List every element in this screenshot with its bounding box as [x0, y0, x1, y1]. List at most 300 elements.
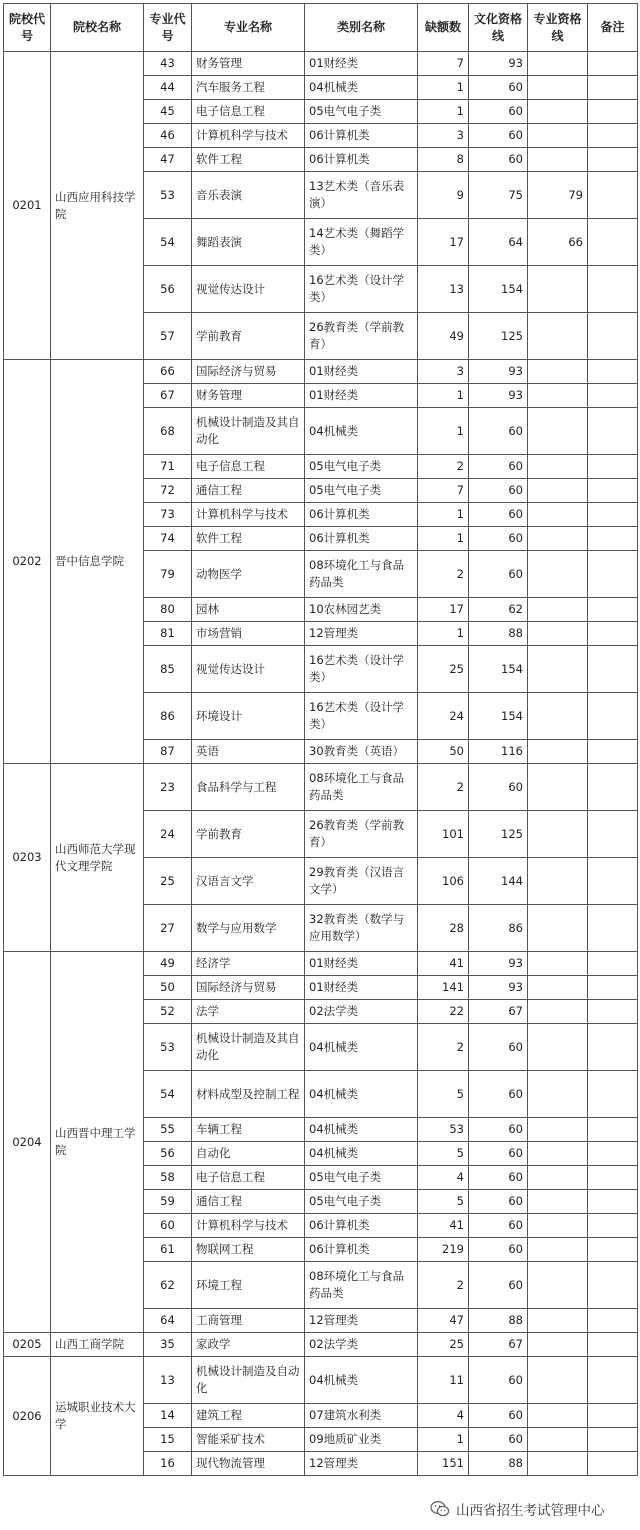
major-name-cell: 法学: [192, 1000, 305, 1024]
major-code-cell: 81: [144, 622, 192, 646]
vacancy-cell: 1: [418, 1428, 469, 1452]
major-name-cell: 车辆工程: [192, 1118, 305, 1142]
major-code-cell: 73: [144, 503, 192, 527]
school-code-cell: 0204: [4, 952, 51, 1333]
major-code-cell: 15: [144, 1428, 192, 1452]
vacancy-cell: 28: [418, 905, 469, 952]
culture-line-cell: 125: [469, 811, 528, 858]
vacancy-cell: 50: [418, 740, 469, 764]
major-name-cell: 环境设计: [192, 693, 305, 740]
major-name-cell: 市场营销: [192, 622, 305, 646]
major-name-cell: 物联网工程: [192, 1238, 305, 1262]
culture-line-cell: 62: [469, 598, 528, 622]
major-name-cell: 视觉传达设计: [192, 646, 305, 693]
wechat-icon: [430, 1500, 450, 1518]
vacancy-cell: 17: [418, 219, 469, 266]
major-name-cell: 音乐表演: [192, 172, 305, 219]
major-code-cell: 86: [144, 693, 192, 740]
vacancy-cell: 1: [418, 622, 469, 646]
major-name-cell: 电子信息工程: [192, 455, 305, 479]
school-code-cell: 0205: [4, 1333, 51, 1357]
note-cell: [588, 1404, 638, 1428]
major-name-cell: 学前教育: [192, 811, 305, 858]
category-cell: 16艺术类（设计学类）: [305, 646, 418, 693]
major-code-cell: 64: [144, 1309, 192, 1333]
major-line-cell: [528, 1071, 588, 1118]
vacancy-cell: 24: [418, 693, 469, 740]
category-cell: 01财经类: [305, 52, 418, 76]
vacancy-cell: 4: [418, 1166, 469, 1190]
vacancy-cell: 2: [418, 764, 469, 811]
major-code-cell: 50: [144, 976, 192, 1000]
table-body: [4, 52, 638, 1476]
category-cell: 05电气电子类: [305, 479, 418, 503]
table-row: [4, 1357, 638, 1404]
note-cell: [588, 384, 638, 408]
note-cell: [588, 76, 638, 100]
major-code-cell: 56: [144, 266, 192, 313]
school-name-cell: 山西工商学院: [51, 1333, 144, 1357]
note-cell: [588, 598, 638, 622]
major-code-cell: 25: [144, 858, 192, 905]
major-code-cell: 45: [144, 100, 192, 124]
culture-line-cell: 93: [469, 52, 528, 76]
major-line-cell: [528, 1309, 588, 1333]
major-line-cell: [528, 740, 588, 764]
culture-line-cell: 60: [469, 1214, 528, 1238]
major-name-cell: 国际经济与贸易: [192, 976, 305, 1000]
major-line-cell: [528, 527, 588, 551]
vacancy-cell: 11: [418, 1357, 469, 1404]
table-row: [4, 1333, 638, 1357]
major-code-cell: 85: [144, 646, 192, 693]
category-cell: 13艺术类（音乐表演）: [305, 172, 418, 219]
major-code-cell: 87: [144, 740, 192, 764]
school-name-cell: 山西师范大学现代文理学院: [51, 764, 144, 952]
major-line-cell: [528, 1214, 588, 1238]
culture-line-cell: 67: [469, 1333, 528, 1357]
culture-line-cell: 60: [469, 1238, 528, 1262]
culture-line-cell: 60: [469, 1428, 528, 1452]
major-code-cell: 27: [144, 905, 192, 952]
culture-line-cell: 60: [469, 1071, 528, 1118]
major-line-cell: [528, 1262, 588, 1309]
note-cell: [588, 360, 638, 384]
table-row: [4, 360, 638, 384]
category-cell: 05电气电子类: [305, 455, 418, 479]
major-line-cell: [528, 479, 588, 503]
major-line-cell: 79: [528, 172, 588, 219]
note-cell: [588, 503, 638, 527]
note-cell: [588, 1428, 638, 1452]
note-cell: [588, 1452, 638, 1476]
vacancy-cell: 41: [418, 1214, 469, 1238]
category-cell: 08环境化工与食品药品类: [305, 551, 418, 598]
category-cell: 04机械类: [305, 408, 418, 455]
vacancy-cell: 1: [418, 384, 469, 408]
category-cell: 06计算机类: [305, 503, 418, 527]
major-code-cell: 49: [144, 952, 192, 976]
header-major-code: 专业代号: [144, 4, 192, 52]
major-name-cell: 机械设计制造及自动化: [192, 1357, 305, 1404]
vacancy-cell: 5: [418, 1071, 469, 1118]
category-cell: 12管理类: [305, 622, 418, 646]
culture-line-cell: 60: [469, 76, 528, 100]
category-cell: 04机械类: [305, 1118, 418, 1142]
culture-line-cell: 60: [469, 1118, 528, 1142]
category-cell: 06计算机类: [305, 1238, 418, 1262]
major-name-cell: 经济学: [192, 952, 305, 976]
school-name-cell: 山西应用科技学院: [51, 52, 144, 360]
major-line-cell: [528, 266, 588, 313]
note-cell: [588, 408, 638, 455]
note-cell: [588, 1238, 638, 1262]
category-cell: 05电气电子类: [305, 1190, 418, 1214]
major-line-cell: [528, 1452, 588, 1476]
school-code-cell: 0202: [4, 360, 51, 764]
major-name-cell: 家政学: [192, 1333, 305, 1357]
culture-line-cell: 154: [469, 646, 528, 693]
culture-line-cell: 86: [469, 905, 528, 952]
note-cell: [588, 1118, 638, 1142]
major-code-cell: 66: [144, 360, 192, 384]
major-code-cell: 74: [144, 527, 192, 551]
major-code-cell: 68: [144, 408, 192, 455]
major-name-cell: 财务管理: [192, 52, 305, 76]
vacancy-cell: 219: [418, 1238, 469, 1262]
major-code-cell: 23: [144, 764, 192, 811]
note-cell: [588, 905, 638, 952]
major-name-cell: 电子信息工程: [192, 1166, 305, 1190]
header-major-name: 专业名称: [192, 4, 305, 52]
culture-line-cell: 60: [469, 479, 528, 503]
culture-line-cell: 60: [469, 124, 528, 148]
note-cell: [588, 100, 638, 124]
culture-line-cell: 93: [469, 952, 528, 976]
major-name-cell: 园林: [192, 598, 305, 622]
major-line-cell: [528, 1428, 588, 1452]
major-name-cell: 材料成型及控制工程: [192, 1071, 305, 1118]
header-school-code: 院校代号: [4, 4, 51, 52]
category-cell: 32教育类（数学与应用数学）: [305, 905, 418, 952]
category-cell: 05电气电子类: [305, 100, 418, 124]
category-cell: 14艺术类（舞蹈学类）: [305, 219, 418, 266]
culture-line-cell: 60: [469, 1190, 528, 1214]
major-line-cell: [528, 100, 588, 124]
major-name-cell: 软件工程: [192, 148, 305, 172]
header-major-line: 专业资格线: [528, 4, 588, 52]
school-name-cell: 运城职业技术大学: [51, 1357, 144, 1476]
major-name-cell: 计算机科学与技术: [192, 1214, 305, 1238]
vacancy-cell: 47: [418, 1309, 469, 1333]
category-cell: 02法学类: [305, 1333, 418, 1357]
culture-line-cell: 60: [469, 527, 528, 551]
culture-line-cell: 64: [469, 219, 528, 266]
category-cell: 01财经类: [305, 952, 418, 976]
major-name-cell: 汉语言文学: [192, 858, 305, 905]
culture-line-cell: 60: [469, 1357, 528, 1404]
major-name-cell: 舞蹈表演: [192, 219, 305, 266]
major-name-cell: 机械设计制造及其自动化: [192, 408, 305, 455]
culture-line-cell: 60: [469, 503, 528, 527]
note-cell: [588, 1166, 638, 1190]
major-line-cell: [528, 1024, 588, 1071]
category-cell: 06计算机类: [305, 124, 418, 148]
major-line-cell: [528, 1166, 588, 1190]
major-line-cell: [528, 764, 588, 811]
category-cell: 04机械类: [305, 76, 418, 100]
major-code-cell: 53: [144, 1024, 192, 1071]
culture-line-cell: 60: [469, 455, 528, 479]
vacancy-cell: 101: [418, 811, 469, 858]
vacancy-cell: 25: [418, 646, 469, 693]
major-line-cell: [528, 1404, 588, 1428]
major-name-cell: 工商管理: [192, 1309, 305, 1333]
major-code-cell: 79: [144, 551, 192, 598]
vacancy-cell: 1: [418, 503, 469, 527]
major-code-cell: 35: [144, 1333, 192, 1357]
major-name-cell: 动物医学: [192, 551, 305, 598]
vacancy-cell: 25: [418, 1333, 469, 1357]
major-code-cell: 57: [144, 313, 192, 360]
note-cell: [588, 527, 638, 551]
major-line-cell: [528, 1118, 588, 1142]
vacancy-cell: 5: [418, 1190, 469, 1214]
culture-line-cell: 93: [469, 360, 528, 384]
vacancy-cell: 8: [418, 148, 469, 172]
major-code-cell: 56: [144, 1142, 192, 1166]
school-code-cell: 0206: [4, 1357, 51, 1476]
culture-line-cell: 60: [469, 1142, 528, 1166]
major-code-cell: 67: [144, 384, 192, 408]
vacancy-cell: 5: [418, 1142, 469, 1166]
vacancy-cell: 4: [418, 1404, 469, 1428]
culture-line-cell: 60: [469, 551, 528, 598]
category-cell: 29教育类（汉语言文学）: [305, 858, 418, 905]
major-line-cell: [528, 646, 588, 693]
header-category: 类别名称: [305, 4, 418, 52]
major-name-cell: 汽车服务工程: [192, 76, 305, 100]
major-code-cell: 54: [144, 219, 192, 266]
culture-line-cell: 60: [469, 1024, 528, 1071]
major-code-cell: 58: [144, 1166, 192, 1190]
major-code-cell: 43: [144, 52, 192, 76]
major-line-cell: [528, 811, 588, 858]
header-vacancy: 缺额数: [418, 4, 469, 52]
vacancy-cell: 3: [418, 124, 469, 148]
category-cell: 04机械类: [305, 1142, 418, 1166]
major-line-cell: [528, 148, 588, 172]
category-cell: 06计算机类: [305, 527, 418, 551]
header-row: [4, 4, 638, 52]
major-line-cell: [528, 313, 588, 360]
major-code-cell: 46: [144, 124, 192, 148]
major-name-cell: 环境工程: [192, 1262, 305, 1309]
category-cell: 01财经类: [305, 384, 418, 408]
vacancy-cell: 151: [418, 1452, 469, 1476]
note-cell: [588, 1214, 638, 1238]
vacancy-cell: 7: [418, 52, 469, 76]
vacancy-cell: 53: [418, 1118, 469, 1142]
major-code-cell: 52: [144, 1000, 192, 1024]
note-cell: [588, 1000, 638, 1024]
note-cell: [588, 313, 638, 360]
major-line-cell: [528, 905, 588, 952]
note-cell: [588, 858, 638, 905]
note-cell: [588, 764, 638, 811]
vacancy-cell: 9: [418, 172, 469, 219]
major-name-cell: 通信工程: [192, 1190, 305, 1214]
category-cell: 26教育类（学前教育）: [305, 811, 418, 858]
major-name-cell: 电子信息工程: [192, 100, 305, 124]
category-cell: 01财经类: [305, 976, 418, 1000]
vacancy-cell: 141: [418, 976, 469, 1000]
note-cell: [588, 455, 638, 479]
note-cell: [588, 646, 638, 693]
school-name-cell: 山西晋中理工学院: [51, 952, 144, 1333]
header-note: 备注: [588, 4, 638, 52]
major-line-cell: [528, 858, 588, 905]
culture-line-cell: 88: [469, 1452, 528, 1476]
major-line-cell: [528, 1333, 588, 1357]
vacancy-cell: 17: [418, 598, 469, 622]
major-name-cell: 数学与应用数学: [192, 905, 305, 952]
major-name-cell: 视觉传达设计: [192, 266, 305, 313]
major-line-cell: [528, 1238, 588, 1262]
table-row: [4, 52, 638, 76]
note-cell: [588, 266, 638, 313]
major-code-cell: 14: [144, 1404, 192, 1428]
major-name-cell: 软件工程: [192, 527, 305, 551]
vacancy-cell: 2: [418, 1262, 469, 1309]
major-name-cell: 机械设计制造及其自动化: [192, 1024, 305, 1071]
note-cell: [588, 1262, 638, 1309]
category-cell: 12管理类: [305, 1309, 418, 1333]
major-name-cell: 国际经济与贸易: [192, 360, 305, 384]
note-cell: [588, 219, 638, 266]
major-line-cell: [528, 1000, 588, 1024]
vacancy-cell: 2: [418, 455, 469, 479]
major-name-cell: 财务管理: [192, 384, 305, 408]
major-name-cell: 建筑工程: [192, 1404, 305, 1428]
culture-line-cell: 125: [469, 313, 528, 360]
culture-line-cell: 144: [469, 858, 528, 905]
vacancy-cell: 1: [418, 408, 469, 455]
vacancy-cell: 1: [418, 527, 469, 551]
culture-line-cell: 88: [469, 1309, 528, 1333]
major-line-cell: [528, 693, 588, 740]
category-cell: 08环境化工与食品药品类: [305, 764, 418, 811]
note-cell: [588, 811, 638, 858]
note-cell: [588, 1357, 638, 1404]
culture-line-cell: 60: [469, 1166, 528, 1190]
major-code-cell: 44: [144, 76, 192, 100]
vacancy-cell: 3: [418, 360, 469, 384]
watermark-text: 山西省招生考试管理中心: [456, 1503, 605, 1519]
vacancy-cell: 7: [418, 479, 469, 503]
category-cell: 10农林园艺类: [305, 598, 418, 622]
culture-line-cell: 88: [469, 622, 528, 646]
note-cell: [588, 952, 638, 976]
watermark: [430, 1496, 636, 1522]
category-cell: 30教育类（英语）: [305, 740, 418, 764]
note-cell: [588, 479, 638, 503]
category-cell: 01财经类: [305, 360, 418, 384]
major-line-cell: [528, 551, 588, 598]
culture-line-cell: 154: [469, 693, 528, 740]
note-cell: [588, 1333, 638, 1357]
category-cell: 07建筑水利类: [305, 1404, 418, 1428]
header-culture-line: 文化资格线: [469, 4, 528, 52]
major-code-cell: 55: [144, 1118, 192, 1142]
major-line-cell: [528, 124, 588, 148]
note-cell: [588, 172, 638, 219]
major-line-cell: [528, 76, 588, 100]
major-line-cell: [528, 384, 588, 408]
culture-line-cell: 60: [469, 408, 528, 455]
culture-line-cell: 60: [469, 1404, 528, 1428]
culture-line-cell: 60: [469, 1262, 528, 1309]
note-cell: [588, 693, 638, 740]
vacancy-cell: 2: [418, 551, 469, 598]
major-name-cell: 自动化: [192, 1142, 305, 1166]
admission-table: [3, 3, 638, 1476]
major-line-cell: [528, 503, 588, 527]
major-code-cell: 71: [144, 455, 192, 479]
culture-line-cell: 60: [469, 764, 528, 811]
vacancy-cell: 49: [418, 313, 469, 360]
culture-line-cell: 154: [469, 266, 528, 313]
category-cell: 05电气电子类: [305, 1166, 418, 1190]
major-line-cell: 66: [528, 219, 588, 266]
school-code-cell: 0201: [4, 52, 51, 360]
note-cell: [588, 124, 638, 148]
culture-line-cell: 67: [469, 1000, 528, 1024]
major-code-cell: 47: [144, 148, 192, 172]
culture-line-cell: 60: [469, 100, 528, 124]
major-code-cell: 80: [144, 598, 192, 622]
major-name-cell: 通信工程: [192, 479, 305, 503]
major-line-cell: [528, 622, 588, 646]
major-code-cell: 13: [144, 1357, 192, 1404]
major-line-cell: [528, 976, 588, 1000]
major-line-cell: [528, 52, 588, 76]
category-cell: 08环境化工与食品药品类: [305, 1262, 418, 1309]
school-code-cell: 0203: [4, 764, 51, 952]
note-cell: [588, 1071, 638, 1118]
category-cell: 06计算机类: [305, 148, 418, 172]
category-cell: 09地质矿业类: [305, 1428, 418, 1452]
category-cell: 16艺术类（设计学类）: [305, 693, 418, 740]
category-cell: 26教育类（学前教育）: [305, 313, 418, 360]
major-name-cell: 计算机科学与技术: [192, 503, 305, 527]
vacancy-cell: 13: [418, 266, 469, 313]
major-line-cell: [528, 360, 588, 384]
major-code-cell: 61: [144, 1238, 192, 1262]
vacancy-cell: 41: [418, 952, 469, 976]
major-name-cell: 英语: [192, 740, 305, 764]
major-line-cell: [528, 1142, 588, 1166]
note-cell: [588, 52, 638, 76]
major-code-cell: 60: [144, 1214, 192, 1238]
culture-line-cell: 60: [469, 148, 528, 172]
category-cell: 04机械类: [305, 1024, 418, 1071]
note-cell: [588, 551, 638, 598]
major-code-cell: 54: [144, 1071, 192, 1118]
major-code-cell: 24: [144, 811, 192, 858]
major-code-cell: 62: [144, 1262, 192, 1309]
category-cell: 16艺术类（设计学类）: [305, 266, 418, 313]
